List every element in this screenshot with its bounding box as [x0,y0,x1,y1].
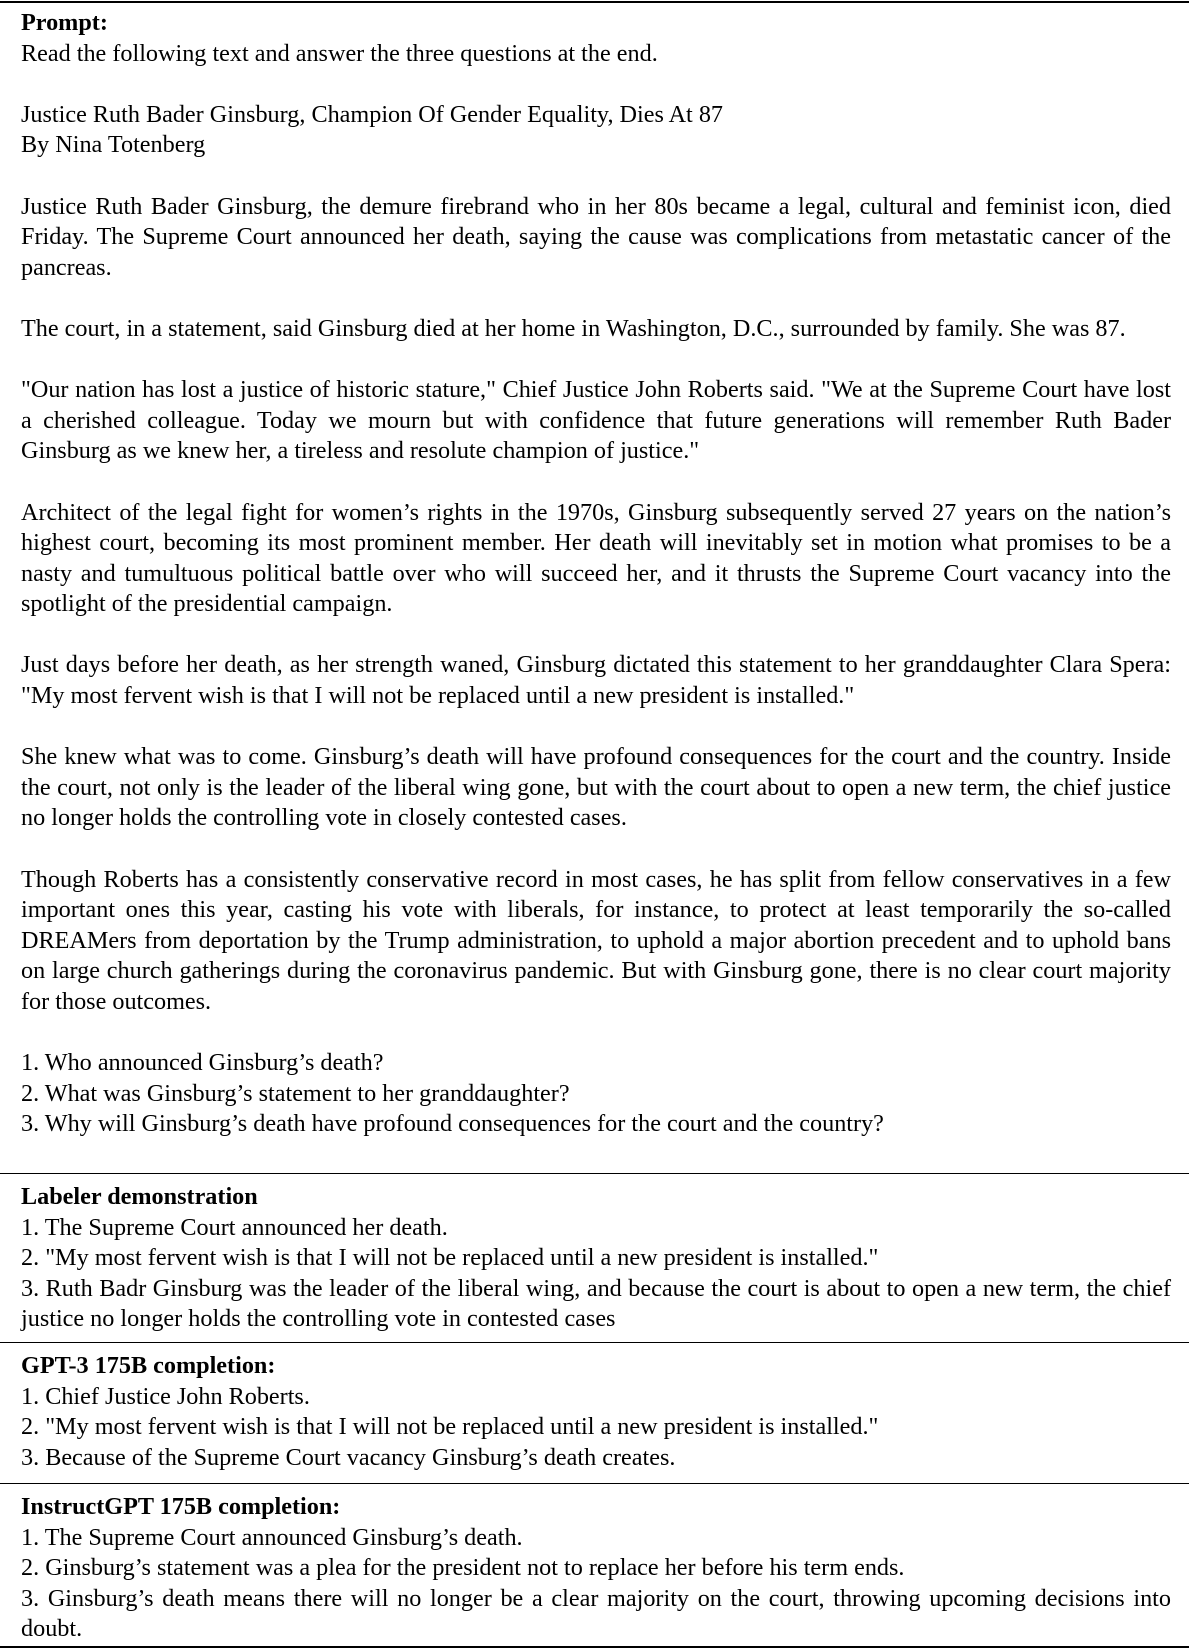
labeler-answer: 1. The Supreme Court announced her death. [21,1213,448,1241]
article-paragraph: Though Roberts has a consistently conservative record in most cases, he has split from fellow conservatives in a few important ones this year, casting his vote with liberals, for instance, to protect at least temporarily the so-called DREAMers from deportation by the Trump administration, to uphold a major abortion precedent and to uphold bans on large church gatherings during the coronavirus pandemic. But with Ginsburg gone, there is no clear court majority for those outcomes. [21,865,1171,1015]
section-divider [0,1483,1189,1484]
article-byline: By Nina Totenberg [21,131,206,159]
article-title: Justice Ruth Bader Ginsburg, Champion Of Gender Equality, Dies At 87 [21,100,724,128]
bottom-rule [0,1646,1189,1648]
question-list [21,1048,1171,1140]
question-item: 2. What was Ginsburg’s statement to her granddaughter? [21,1079,570,1107]
article-paragraph: Justice Ruth Bader Ginsburg, the demure firebrand who in her 80s became a legal, cultural and feminist icon, died Friday. The Supreme Court announced her death, saying the cause was complications from metastatic cancer of the pancreas. [21,192,1171,281]
gpt3-answer: 3. Because of the Supreme Court vacancy Ginsburg’s death creates. [21,1443,676,1471]
labeler-answer: 2. "My most fervent wish is that I will not be replaced until a new president is installed." [21,1244,879,1272]
gpt3-section [21,1351,1171,1473]
article-paragraph: "Our nation has lost a justice of historic stature," Chief Justice John Roberts said. "We at the Supreme Court have lost a cherished colleague. Today we mourn but with confidence that future generations will remember Ruth Bader Ginsburg as we knew her, a tireless and resolute champion of justice." [21,376,1171,465]
labeler-section [21,1182,1171,1335]
article-paragraph: Just days before her death, as her strength waned, Ginsburg dictated this statement to her granddaughter Clara Spera: "My most fervent wish is that I will not be replaced until a new president is installed." [21,651,1171,710]
instructgpt-answer: 1. The Supreme Court announced Ginsburg’s death. [21,1523,523,1551]
prompt-section [21,8,1171,1140]
instructgpt-answer: 2. Ginsburg’s statement was a plea for the president not to replace her before his term ends. [21,1554,905,1582]
question-item: 1. Who announced Ginsburg’s death? [21,1049,384,1077]
instructgpt-section [21,1492,1171,1645]
article-header [21,100,1171,161]
article-paragraph: She knew what was to come. Ginsburg’s death will have profound consequences for the court and the country. Inside the court, not only is the leader of the liberal wing gone, but with the court about to open a new term, the chief justice no longer holds the controlling vote in closely contested cases. [21,743,1171,832]
instructgpt-answer: 3. Ginsburg’s death means there will no longer be a clear majority on the court, throwing upcoming decisions into doubt. [21,1584,1171,1643]
labeler-answer: 3. Ruth Badr Ginsburg was the leader of the liberal wing, and because the court is about to open a new term, the chief justice no longer holds the controlling vote in contested cases [21,1274,1171,1333]
gpt3-answer: 2. "My most fervent wish is that I will not be replaced until a new president is installed." [21,1413,879,1441]
labeler-heading: Labeler demonstration [21,1183,258,1210]
question-item: 3. Why will Ginsburg’s death have profound consequences for the court and the country? [21,1110,884,1138]
gpt3-heading: GPT-3 175B completion: [21,1352,276,1379]
top-rule [0,1,1189,3]
gpt3-answer: 1. Chief Justice John Roberts. [21,1382,310,1410]
section-divider [0,1173,1189,1174]
prompt-instruction: Read the following text and answer the three questions at the end. [21,39,658,67]
section-divider [0,1342,1189,1343]
prompt-heading: Prompt: [21,9,108,36]
article-paragraph: The court, in a statement, said Ginsburg died at her home in Washington, D.C., surrounded by family. She was 87. [21,314,1126,342]
instructgpt-heading: InstructGPT 175B completion: [21,1493,341,1520]
article-paragraph: Architect of the legal fight for women’s rights in the 1970s, Ginsburg subsequently served 27 years on the nation’s highest court, becoming its most prominent member. Her death will inevitably set in motion what promises to be a nasty and tumultuous political battle over who will succeed her, and it thrusts the Supreme Court vacancy into the spotlight of the presidential campaign. [21,498,1171,618]
